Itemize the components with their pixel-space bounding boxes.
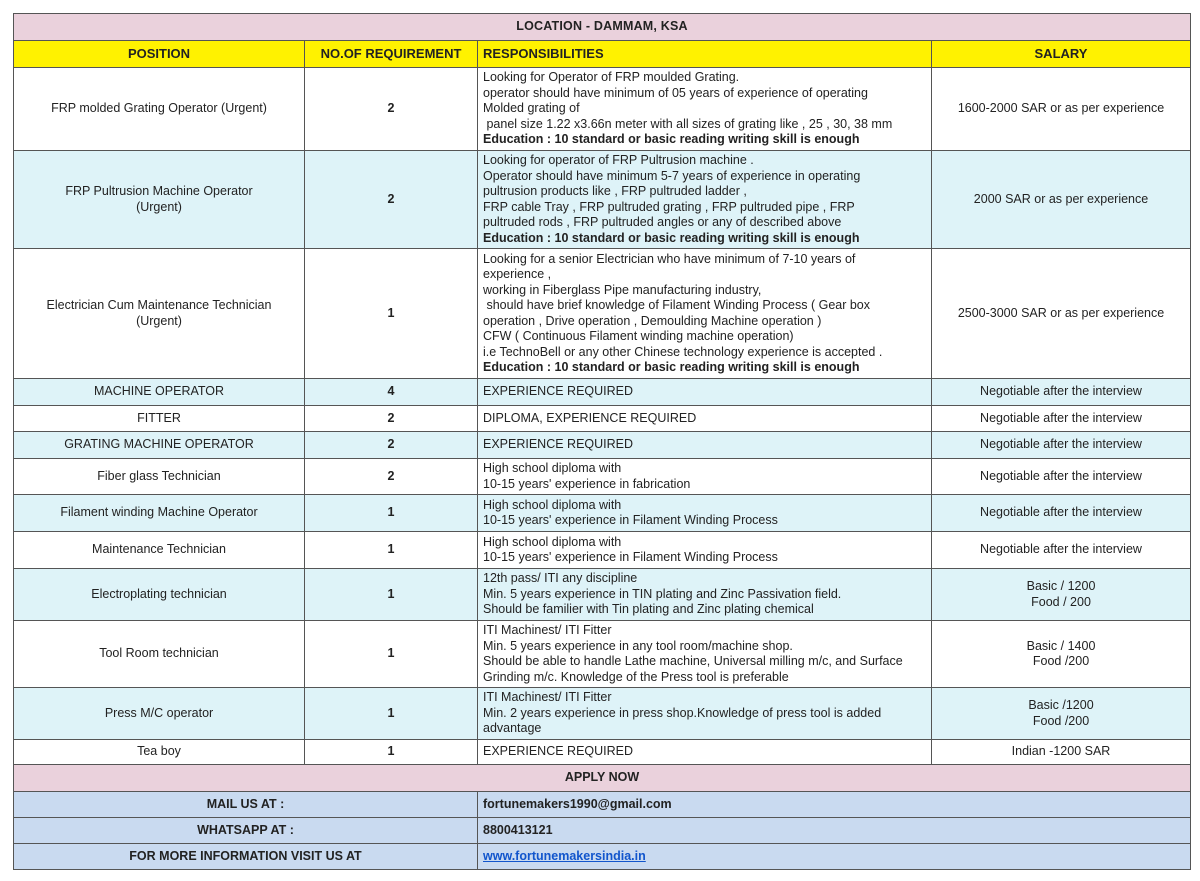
responsibility-line: Grinding m/c. Knowledge of the Press tool is preferable <box>483 669 789 684</box>
responsibility-line: FRP cable Tray , FRP pultruded grating , FRP pultruded pipe , FRP <box>483 199 855 214</box>
responsibility-line: 10-15 years' experience in Filament Winding Process <box>483 550 778 564</box>
responsibility-line: working in Fiberglass Pipe manufacturing industry, <box>483 282 762 297</box>
responsibility-line: Min. 2 years experience in press shop.Knowledge of press tool is added <box>483 705 882 720</box>
requirement-count-cell: 2 <box>305 151 478 249</box>
responsibility-line: Should be able to handle Lathe machine, Universal milling m/c, and Surface <box>483 654 903 668</box>
responsibilities-cell <box>478 68 932 151</box>
salary-cell <box>932 406 1191 432</box>
position-cell: MACHINE OPERATOR <box>14 379 305 406</box>
website-cell <box>478 844 1191 870</box>
education-requirement: Education : 10 standard or basic reading writing skill is enough <box>483 230 860 245</box>
salary-line: 2500-3000 SAR or as per experience <box>957 305 1165 320</box>
whatsapp-label: WHATSAPP AT : <box>14 818 478 844</box>
responsibility-line: Operator should have minimum 5-7 years of experience in operating <box>483 168 861 183</box>
salary-line: Negotiable after the interview <box>980 384 1142 399</box>
requirement-count-cell: 1 <box>305 249 478 379</box>
salary-line: 2000 SAR or as per experience <box>973 191 1149 206</box>
responsibility-line: Looking for operator of FRP Pultrusion machine . <box>483 153 754 167</box>
job-row <box>14 151 1191 249</box>
job-rows <box>14 68 1191 765</box>
responsibility-line: Should be familier with Tin plating and Zinc plating chemical <box>483 602 814 617</box>
website-label: FOR MORE INFORMATION VISIT US AT <box>14 844 478 870</box>
salary-cell <box>932 68 1191 151</box>
salary-cell <box>932 379 1191 406</box>
position-cell: Tea boy <box>14 740 305 765</box>
whatsapp-value: 8800413121 <box>478 818 1191 844</box>
requirement-count-cell: 1 <box>305 495 478 532</box>
education-requirement: Education : 10 standard or basic reading writing skill is enough <box>483 360 860 374</box>
position-cell: FRP Pultrusion Machine Operator (Urgent) <box>14 151 305 249</box>
responsibility-line: EXPERIENCE REQUIRED <box>483 384 634 399</box>
salary-line: Basic / 1400 <box>1026 638 1096 653</box>
job-row <box>14 406 1191 432</box>
responsibility-line: EXPERIENCE REQUIRED <box>483 437 634 452</box>
responsibilities-cell <box>478 459 932 495</box>
responsibility-line: operation , Drive operation , Demoulding Machine operation ) <box>483 313 822 328</box>
job-row <box>14 495 1191 532</box>
requirement-count-cell: 1 <box>305 569 478 621</box>
salary-line: 1600-2000 SAR or as per experience <box>957 101 1165 116</box>
requirement-count-cell: 2 <box>305 406 478 432</box>
job-row <box>14 688 1191 740</box>
requirement-count-cell: 2 <box>305 68 478 151</box>
position-cell: Maintenance Technician <box>14 532 305 569</box>
responsibility-line: CFW ( Continuous Filament winding machine operation) <box>483 329 794 343</box>
location-title: LOCATION - DAMMAM, KSA <box>14 14 1191 41</box>
salary-cell <box>932 532 1191 569</box>
salary-line: Basic / 1200 <box>1026 579 1096 593</box>
job-row <box>14 569 1191 621</box>
responsibility-line: High school diploma with <box>483 497 622 512</box>
responsibility-line: 12th pass/ ITI any discipline <box>483 571 638 586</box>
job-row <box>14 621 1191 688</box>
salary-cell <box>932 688 1191 740</box>
header-responsibilities: RESPONSIBILITIES <box>478 41 932 68</box>
salary-line: Negotiable after the interview <box>980 542 1142 557</box>
responsibility-line: advantage <box>483 721 542 736</box>
position-cell: Filament winding Machine Operator <box>14 495 305 532</box>
job-row <box>14 532 1191 569</box>
website-link[interactable]: www.fortunemakersindia.in <box>483 848 646 863</box>
responsibility-line: i.e TechnoBell or any other Chinese technology experience is accepted . <box>483 344 883 359</box>
responsibilities-cell <box>478 151 932 249</box>
salary-line: Negotiable after the interview <box>980 410 1142 425</box>
responsibility-line: High school diploma with <box>483 534 622 549</box>
responsibility-line: experience , <box>483 267 552 281</box>
responsibilities-cell <box>478 432 932 459</box>
salary-cell <box>932 249 1191 379</box>
job-row <box>14 68 1191 151</box>
responsibility-line: ITI Machinest/ ITI Fitter <box>483 623 612 637</box>
position-cell: FITTER <box>14 406 305 432</box>
salary-cell <box>932 621 1191 688</box>
salary-cell <box>932 432 1191 459</box>
responsibilities-cell <box>478 249 932 379</box>
position-cell: GRATING MACHINE OPERATOR <box>14 432 305 459</box>
position-cell: Electroplating technician <box>14 569 305 621</box>
job-row <box>14 740 1191 765</box>
mail-label: MAIL US AT : <box>14 792 478 818</box>
responsibility-line: pultrusion products like , FRP pultruded ladder , <box>483 184 747 198</box>
salary-cell <box>932 569 1191 621</box>
header-position: POSITION <box>14 41 305 68</box>
responsibility-line: 10-15 years' experience in Filament Winding Process <box>483 513 778 527</box>
responsibility-line: Min. 5 years experience in any tool room/machine shop. <box>483 638 793 653</box>
salary-line: Negotiable after the interview <box>980 437 1142 452</box>
responsibilities-cell <box>478 532 932 569</box>
responsibility-line: ITI Machinest/ ITI Fitter <box>483 690 612 705</box>
responsibilities-cell <box>478 495 932 532</box>
position-cell: Electrician Cum Maintenance Technician (Urgent) <box>14 249 305 379</box>
responsibility-line: 10-15 years' experience in fabrication <box>483 476 691 491</box>
responsibilities-cell <box>478 406 932 432</box>
job-row <box>14 432 1191 459</box>
education-requirement: Education : 10 standard or basic reading writing skill is enough <box>483 132 860 147</box>
requirement-count-cell: 1 <box>305 621 478 688</box>
responsibility-line: Looking for Operator of FRP moulded Grating. <box>483 70 740 85</box>
salary-cell <box>932 495 1191 532</box>
responsibilities-cell <box>478 740 932 765</box>
salary-cell <box>932 740 1191 765</box>
salary-line: Indian -1200 SAR <box>1011 744 1111 759</box>
position-cell: FRP molded Grating Operator (Urgent) <box>14 68 305 151</box>
position-cell: Fiber glass Technician <box>14 459 305 495</box>
salary-cell <box>932 151 1191 249</box>
responsibility-line: High school diploma with <box>483 461 622 475</box>
salary-line: Negotiable after the interview <box>980 468 1142 483</box>
responsibilities-cell <box>478 688 932 740</box>
responsibility-line: DIPLOMA, EXPERIENCE REQUIRED <box>483 410 697 425</box>
responsibility-line: should have brief knowledge of Filament Winding Process ( Gear box <box>483 298 871 312</box>
responsibilities-cell <box>478 569 932 621</box>
job-table <box>13 13 1191 870</box>
salary-cell <box>932 459 1191 495</box>
salary-line: Food /200 <box>1032 713 1090 728</box>
requirement-count-cell: 1 <box>305 532 478 569</box>
job-row <box>14 249 1191 379</box>
salary-line: Negotiable after the interview <box>980 505 1142 520</box>
responsibility-line: operator should have minimum of 05 years of experience of operating <box>483 85 868 100</box>
responsibility-line: EXPERIENCE REQUIRED <box>483 744 634 759</box>
salary-line: Basic /1200 <box>1028 698 1094 712</box>
responsibility-line: Min. 5 years experience in TIN plating and Zinc Passivation field. <box>483 586 842 601</box>
salary-line: Food /200 <box>1032 654 1090 668</box>
job-row <box>14 459 1191 495</box>
salary-line: Food / 200 <box>1031 594 1091 609</box>
responsibilities-cell <box>478 621 932 688</box>
position-cell: Press M/C operator <box>14 688 305 740</box>
header-requirement: NO.OF REQUIREMENT <box>305 41 478 68</box>
mail-value: fortunemakers1990@gmail.com <box>478 792 1191 818</box>
responsibilities-cell <box>478 379 932 406</box>
responsibility-line: Molded grating of <box>483 101 580 116</box>
apply-now-title: APPLY NOW <box>14 765 1191 792</box>
requirement-count-cell: 4 <box>305 379 478 406</box>
responsibility-line: Looking for a senior Electrician who have minimum of 7-10 years of <box>483 251 856 266</box>
header-salary: SALARY <box>932 41 1191 68</box>
requirement-count-cell: 1 <box>305 740 478 765</box>
responsibility-line: pultruded rods , FRP pultruded angles or any of described above <box>483 215 842 229</box>
requirement-count-cell: 2 <box>305 432 478 459</box>
requirement-count-cell: 1 <box>305 688 478 740</box>
position-cell: Tool Room technician <box>14 621 305 688</box>
requirement-count-cell: 2 <box>305 459 478 495</box>
responsibility-line: panel size 1.22 x3.66n meter with all sizes of grating like , 25 , 30, 38 mm <box>483 116 893 131</box>
job-row <box>14 379 1191 406</box>
